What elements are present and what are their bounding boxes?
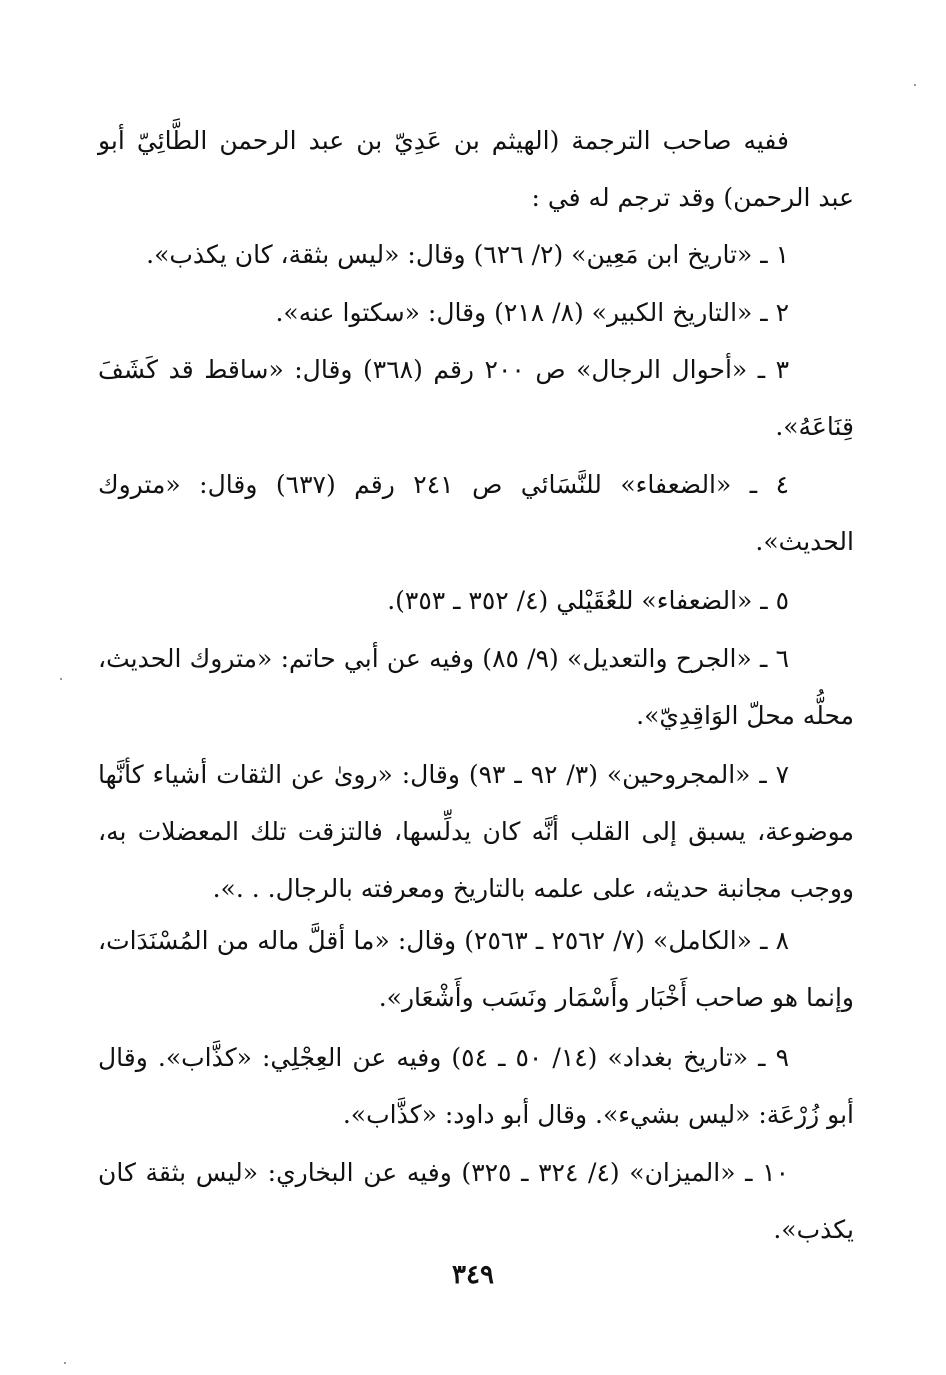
reference-entry-8: ٨ ـ «الكامل» (٧/ ٢٥٦٢ ـ ٢٥٦٣) وقال: «ما أقلَّ ماله من المُسْنَدَات، وإنما هو صاحب أَخْبَار وأَسْمَار ونَسَب وأَشْعَار». bbox=[98, 926, 854, 1012]
reference-entry-4: ٤ ـ «الضعفاء» للنَّسَائي ص ٢٤١ رقم (٦٣٧) وقال: «متروك الحديث». bbox=[98, 470, 854, 556]
reference-entry-2: ٢ ـ «التاريخ الكبير» (٨/ ٢١٨) وقال: «سكتوا عنه». bbox=[275, 298, 789, 327]
reference-entry-1: ١ ـ «تاريخ ابن مَعِين» (٢/ ٦٢٦) وقال: «ليس بثقة، كان يكذب». bbox=[146, 240, 789, 269]
page-body bbox=[98, 112, 854, 1242]
scan-speck bbox=[64, 1362, 66, 1364]
reference-entry-3: ٣ ـ «أحوال الرجال» ص ٢٠٠ رقم (٣٦٨) وقال: «ساقط قد كَشَفَ قِنَاعَهُ». bbox=[98, 355, 854, 441]
page-number: ٣٤٩ bbox=[452, 1260, 494, 1290]
reference-entry-9: ٩ ـ «تاريخ بغداد» (١٤/ ٥٠ ـ ٥٤) وفيه عن العِجْلِي: «كذَّاب». وقال أبو زُرْعَة: «ليس بشيء». وقال أبو داود: «كذَّاب». bbox=[98, 1043, 854, 1129]
reference-entry-5: ٥ ـ «الضعفاء» للعُقَيْلي (٤/ ٣٥٢ ـ ٣٥٣). bbox=[387, 586, 789, 615]
intro-paragraph: ففيه صاحب الترجمة (الهيثم بن عَدِيّ بن عبد الرحمن الطَّائِيّ أبو عبد الرحمن) وقد ترجم له في : bbox=[98, 126, 854, 212]
reference-entry-7: ٧ ـ «المجروحين» (٣/ ٩٢ ـ ٩٣) وقال: «روىٰ عن الثقات أشياء كأنَّها موضوعة، يسبق إلى القلب أنَّه كان يدلِّسها، فالتزقت تلك المعضلات به، ووجب مجانبة حديثه، على علمه بالتاريخ ومعرفته بالرجال. . .». bbox=[98, 760, 854, 903]
reference-entry-10: ١٠ ـ «الميزان» (٤/ ٣٢٤ ـ ٣٢٥) وفيه عن البخاري: «ليس بثقة كان يكذب». bbox=[98, 1158, 854, 1244]
scan-speck bbox=[914, 84, 916, 86]
reference-entry-6: ٦ ـ «الجرح والتعديل» (٩/ ٨٥) وفيه عن أبي حاتم: «متروك الحديث، محلُّه محلّ الوَاقِدِيّ». bbox=[98, 644, 854, 730]
scan-speck bbox=[60, 678, 62, 680]
